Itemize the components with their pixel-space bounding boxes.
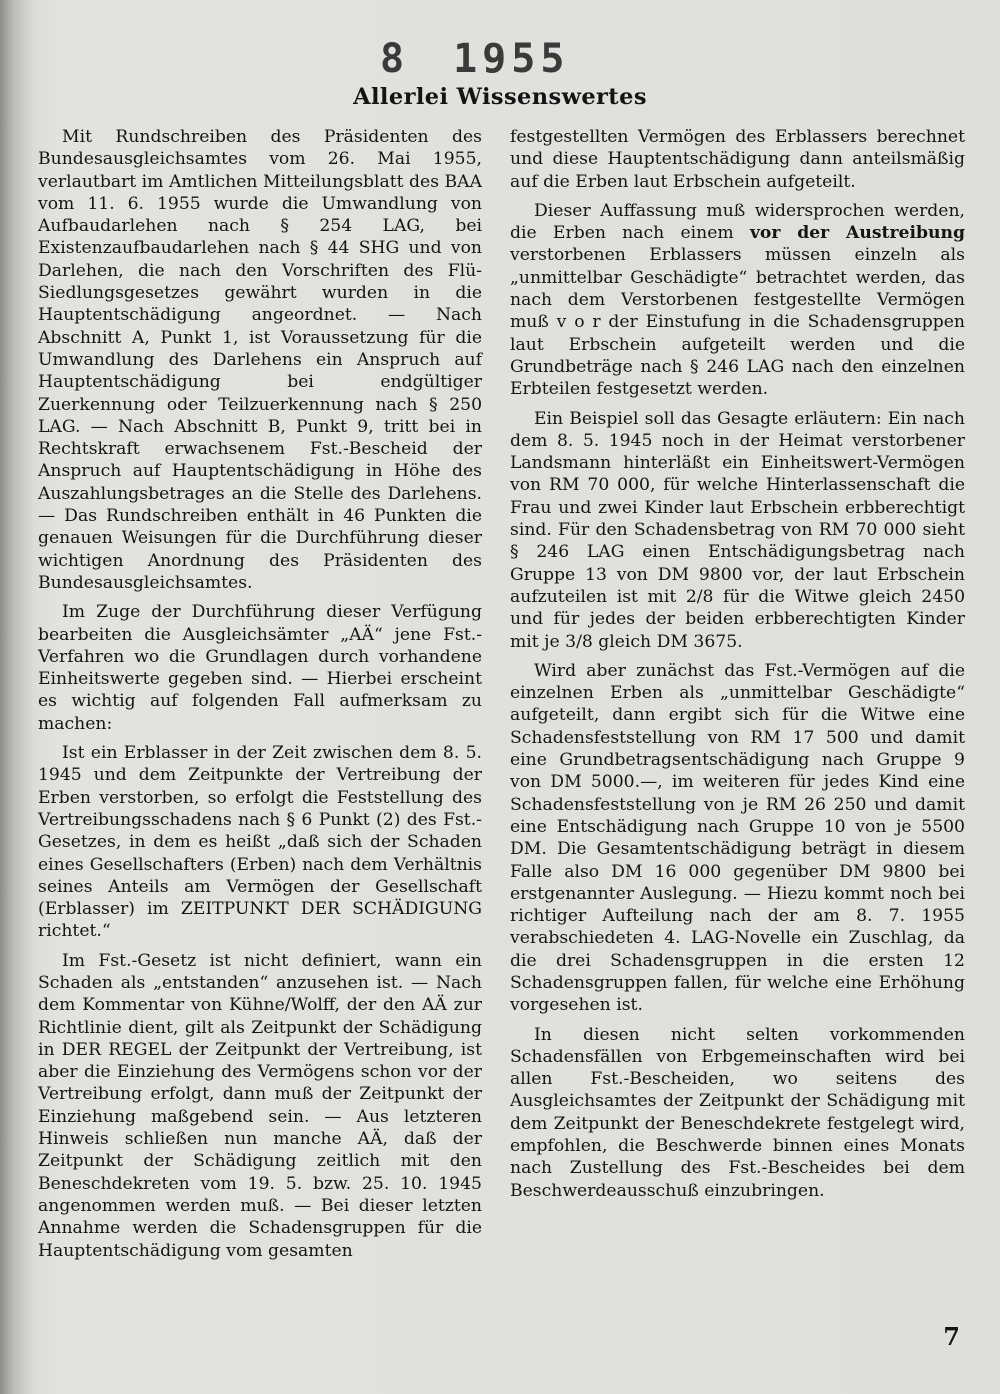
emphasis-text: vor der Austreibung <box>749 223 965 244</box>
stamp-issue-number: 8 <box>380 36 410 82</box>
right-column <box>510 126 965 1209</box>
paragraph: Wird aber zunächst das Fst.-Vermögen auf die einzelnen Erben als „unmittelbar Geschädigte“ aufgeteilt, dann ergibt sich für die Witwe eine Schadensfeststellung von RM 17 500 und damit eine Grundbetragsentschädigung nach Gruppe 9 von DM 5000.—, im weiteren für jedes Kind eine Schadensfeststellung von je RM 26 250 und damit eine Entschädigung nach Gruppe 10 von je 5500 DM. Die Gesamtentschädigung beträgt in diesem Falle also DM 16 000 gegenüber DM 9800 bei erstgenannter Auslegung. — Hiezu kommt noch bei richtiger Aufteilung nach der am 8. 7. 1955 verabschiedeten 4. LAG-Novelle ein Zuschlag, da die drei Schadensgruppen in die ersten 12 Schadensgruppen fallen, für welche eine Erhöhung vorgesehen ist. <box>510 660 965 1016</box>
paragraph <box>510 200 965 401</box>
paragraph-text: verstorbenen Erblassers müssen einzeln als „unmittelbar Geschädigte“ betrachtet werden, das nach dem Verstorbenen festgestellte Vermögen muß v o r der Einstufung in die Schadensgruppen laut Erbschein aufgeteilt werden und die Grundbeträge nach § 246 LAG nach den einzelnen Erbteilen festgesetzt werden. <box>510 245 965 400</box>
left-column <box>38 126 482 1269</box>
stamp-year: 1955 <box>453 36 570 82</box>
article-title: Allerlei Wissenswertes <box>353 84 647 110</box>
paragraph: Im Zuge der Durchführung dieser Verfügung bearbeiten die Ausgleichsämter „AÄ“ jene Fst.-Verfahren wo die Grundlagen durch vorhandene Einheitswerte gegeben sind. — Hierbei erscheint es wichtig auf folgenden Fall aufmerksam zu machen: <box>38 602 482 734</box>
paragraph: Mit Rundschreiben des Präsidenten des Bundesausgleichsamtes vom 26. Mai 1955, verlautbart im Amtlichen Mitteilungsblatt des BAA vom 11. 6. 1955 wurde die Umwandlung von Aufbaudarlehen nach § 254 LAG, bei Existenzaufbaudarlehen nach § 44 SHG und von Darlehen, die nach den Vorschriften des Flü-Siedlungsgesetzes gewährt wurden in die Hauptentschädigung angeordnet. — Nach Abschnitt A, Punkt 1, ist Voraussetzung für die Umwandlung des Darlehens ein Anspruch auf Hauptentschädigung bei endgültiger Zuerkennung oder Teilzuerkennung nach § 250 LAG. — Nach Abschnitt B, Punkt 9, tritt bei in Rechtskraft erwachsenem Fst.-Bescheid der Anspruch auf Hauptentschädigung in Höhe des Auszahlungsbetrages an die Stelle des Darlehens. — Das Rundschreiben enthält in 46 Punkten die genauen Weisungen für die Durchführung dieser wichtigen Anordnung des Präsidenten des Bundesausgleichsamtes. <box>38 127 482 593</box>
paragraph-text: Dieser Auffassung muß widersprochen werden, die Erben nach einem <box>510 200 965 244</box>
date-stamp <box>380 36 569 82</box>
paragraph: Ist ein Erblasser in der Zeit zwischen dem 8. 5. 1945 und dem Zeitpunkte der Vertreibung der Erben verstorben, so erfolgt die Feststellung des Vertreibungsschadens nach § 6 Punkt (2) des Fst.-Gesetzes, in dem es heißt „daß sich der Schaden eines Gesellschafters (Erben) nach dem Verhältnis seines Anteils am Vermögen der Gesellschaft (Erblasser) im ZEITPUNKT DER SCHÄDIGUNG richtet.“ <box>38 743 482 942</box>
paragraph: festgestellten Vermögen des Erblassers berechnet und diese Hauptentschädigung dann anteilsmäßig auf die Erben laut Erbschein aufgeteilt. <box>510 127 965 192</box>
paragraph: In diesen nicht selten vorkommenden Schadensfällen von Erbgemeinschaften wird bei allen Fst.-Bescheiden, wo seitens des Ausgleichsamtes der Zeitpunkt der Schädigung mit dem Zeitpunkt der Beneschdekrete festgelegt wird, empfohlen, die Beschwerde binnen eines Monats nach Zustellung des Fst.-Bescheides bei dem Beschwerdeausschuß einzubringen. <box>510 1024 965 1201</box>
page-number: 7 <box>943 1322 960 1351</box>
paragraph: Im Fst.-Gesetz ist nicht definiert, wann ein Schaden als „entstanden“ anzusehen ist. — Nach dem Kommentar von Kühne/Wolff, der den AÄ zur Richtlinie dient, gilt als Zeitpunkt der Schädigung in DER REGEL der Zeitpunkt der Vertreibung, ist aber die Einziehung des Vermögens schon vor der Vertreibung erfolgt, dann muß der Zeitpunkt der Einziehung maßgebend sein. — Aus letzteren Hinweis schließen nun manche AÄ, daß der Zeitpunkt der Schädigung zeitlich mit den Beneschdekreten vom 19. 5. bzw. 25. 10. 1945 angenommen werden muß. — Bei dieser letzten Annahme werden die Schadensgruppen für die Hauptentschädigung vom gesamten <box>38 950 482 1261</box>
paragraph: Ein Beispiel soll das Gesagte erläutern: Ein nach dem 8. 5. 1945 noch in der Heimat verstorbener Landsmann hinterläßt ein Einheitswert-Vermögen von RM 70 000, für welche Hinterlassenschaft die Frau und zwei Kinder laut Erbschein erbberechtigt sind. Für den Schadensbetrag von RM 70 000 sieht § 246 LAG einen Entschädigungsbetrag nach Gruppe 13 von DM 9800 vor, der laut Erbschein aufzuteilen ist mit 2/8 für die Witwe gleich 2450 und für jedes der beiden erbberechtigten Kinder mit je 3/8 gleich DM 3675. <box>510 408 965 652</box>
